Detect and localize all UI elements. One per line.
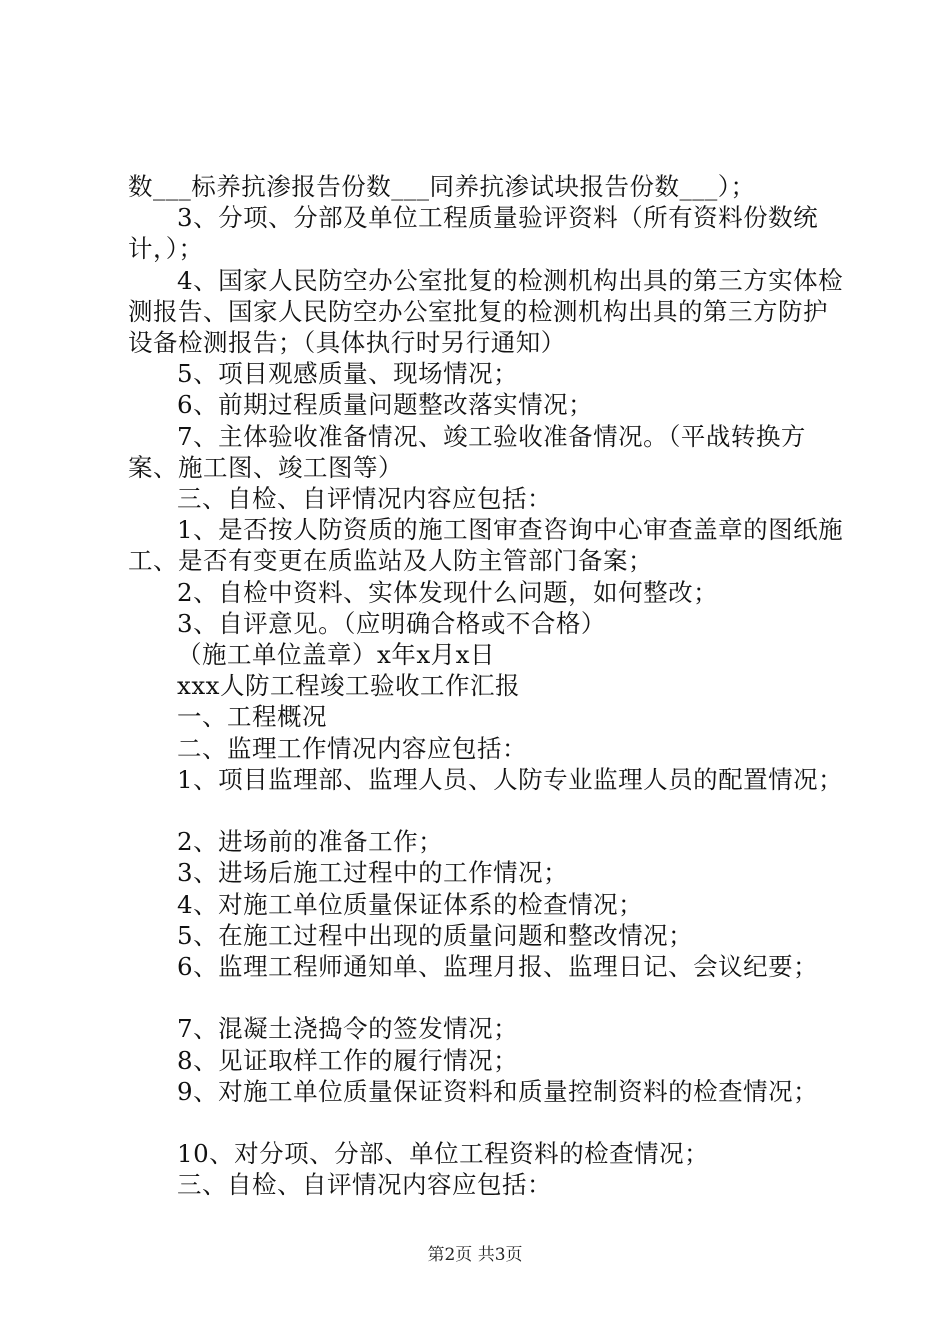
paragraph: 1、是否按人防资质的施工图审查咨询中心审查盖章的图纸施工、是否有变更在质监站及人防主管部门备案； — [128, 515, 844, 576]
paragraph: 数___标养抗渗报告份数___同养抗渗试块报告份数___）； — [128, 172, 756, 201]
section-heading: 三、自检、自评情况内容应包括： — [177, 1170, 552, 1200]
paragraph: 5、项目观感质量、现场情况； — [177, 359, 519, 389]
section-heading: 一、工程概况 — [177, 702, 327, 732]
paragraph: 3、自评意见。（应明确合格或不合格） — [177, 608, 606, 638]
section-heading: 三、自检、自评情况内容应包括： — [177, 484, 552, 514]
paragraph: 6、监理工程师通知单、监理月报、监理日记、会议纪要； — [177, 952, 819, 982]
paragraph: 5、在施工过程中出现的质量问题和整改情况； — [177, 920, 694, 950]
paragraph: 1、项目监理部、监理人员、人防专业监理人员的配置情况； — [177, 764, 844, 794]
paragraph: 3、分项、分部及单位工程质量验评资料（所有资料份数统计，）； — [128, 203, 819, 264]
paragraph: 2、进场前的准备工作； — [177, 827, 444, 857]
document-body — [128, 171, 848, 1201]
paragraph: 2、自检中资料、实体发现什么问题，如何整改； — [177, 577, 719, 607]
paragraph: 6、前期过程质量问题整改落实情况； — [177, 390, 594, 420]
blank-line — [128, 982, 848, 1013]
paragraph: 9、对施工单位质量保证资料和质量控制资料的检查情况； — [177, 1076, 819, 1106]
paragraph: 3、进场后施工过程中的工作情况； — [177, 858, 569, 888]
paragraph: 7、主体验收准备情况、竣工验收准备情况。（平战转换方案、施工图、竣工图等） — [128, 421, 806, 482]
seal-date-line: （施工单位盖章）x年x月x日 — [177, 640, 495, 670]
blank-line — [128, 1107, 848, 1138]
paragraph: 4、对施工单位质量保证体系的检查情况； — [177, 889, 644, 919]
blank-line — [128, 795, 848, 826]
paragraph: 10、对分项、分部、单位工程资料的检查情况； — [177, 1139, 710, 1169]
paragraph: 4、国家人民防空办公室批复的检测机构出具的第三方实体检测报告、国家人民防空办公室批复的检测机构出具的第三方防护设备检测报告；（具体执行时另行通知） — [128, 265, 844, 358]
section-heading: 二、监理工作情况内容应包括： — [177, 733, 527, 763]
paragraph: 8、见证取样工作的履行情况； — [177, 1045, 519, 1075]
page-number-footer: 第2页 共3页 — [427, 1245, 523, 1265]
report-title: xxx人防工程竣工验收工作汇报 — [177, 671, 520, 701]
paragraph: 7、混凝土浇捣令的签发情况； — [177, 1014, 519, 1044]
